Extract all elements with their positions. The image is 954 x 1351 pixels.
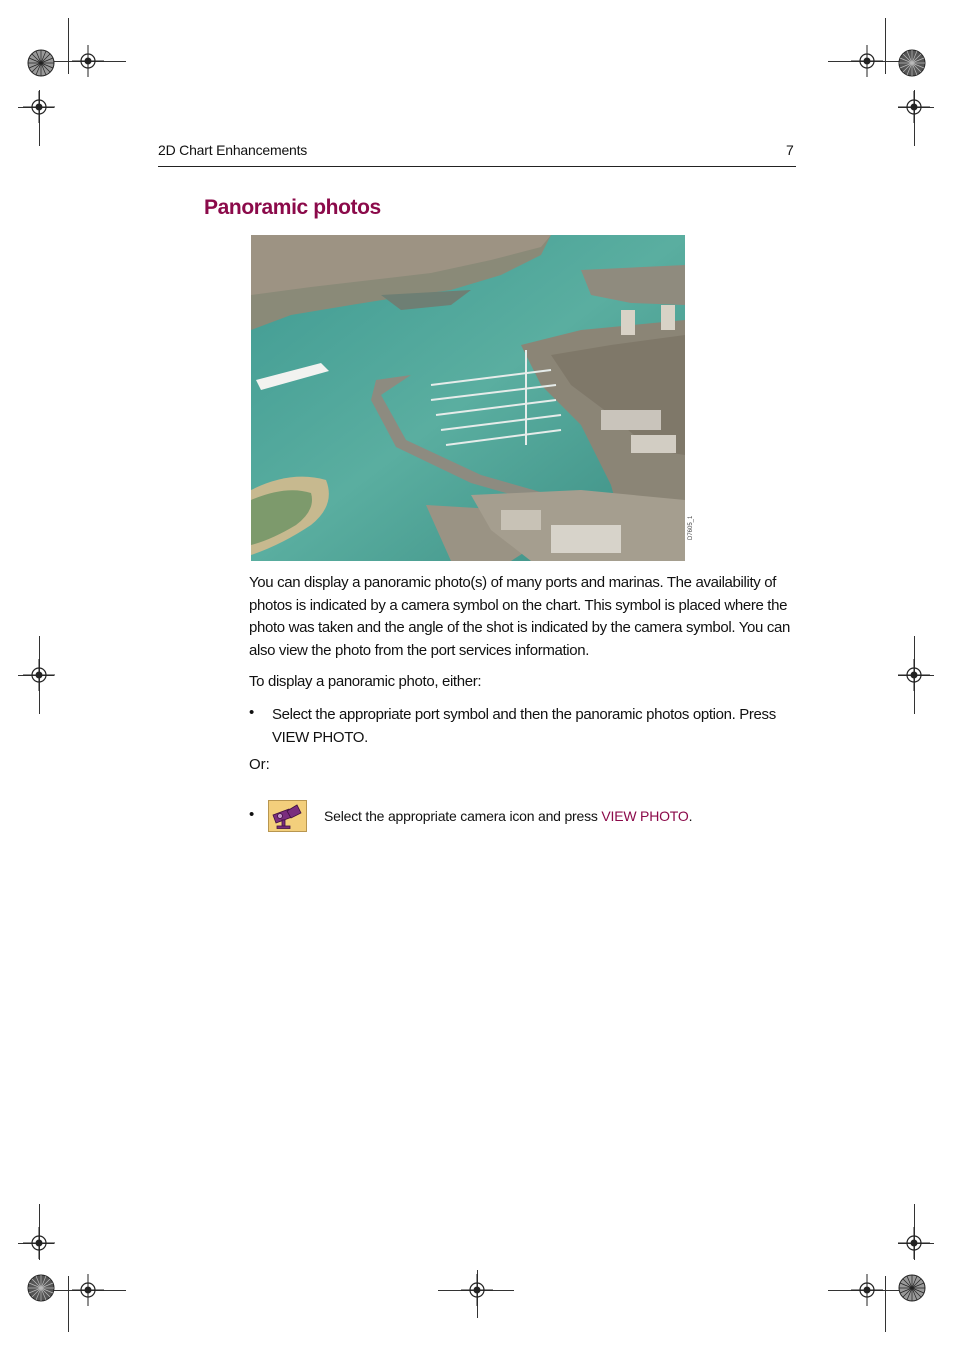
header-rule: [158, 166, 796, 167]
registration-crosshair-icon: [58, 1260, 118, 1320]
registration-starburst-icon: [898, 49, 926, 77]
registration-starburst-icon: [27, 1274, 55, 1302]
registration-crosshair-icon: [9, 77, 69, 137]
bullet2-text: Select the appropriate camera icon and press: [324, 808, 602, 824]
lead-in-paragraph: To display a panoramic photo, either:: [249, 673, 482, 690]
page-number: 7: [786, 142, 794, 158]
bullet-mark: •: [249, 806, 255, 823]
bullet-item-port-symbol: Select the appropriate port symbol and then the panoramic photos option. Press VIEW PHOTO.: [272, 706, 776, 746]
running-head: 2D Chart Enhancements: [158, 142, 308, 158]
camera-icon: [268, 800, 307, 832]
registration-starburst-icon: [27, 49, 55, 77]
or-text: Or:: [249, 756, 270, 773]
harbour-photo-image: [251, 235, 685, 561]
bullet-mark: •: [249, 704, 255, 721]
registration-crosshair-icon: [884, 77, 944, 137]
registration-crosshair-icon: [884, 645, 944, 705]
camera-icon-graphic: [269, 801, 306, 831]
bullet-item-camera-icon: [324, 808, 692, 824]
section-title: Panoramic photos: [204, 196, 381, 219]
bullet2-end: .: [688, 808, 693, 824]
figure-code: D7605_1: [688, 515, 694, 540]
registration-starburst-icon: [898, 1274, 926, 1302]
registration-crosshair-icon: [837, 1260, 897, 1320]
registration-crosshair-icon: [447, 1260, 507, 1320]
registration-crosshair-icon: [9, 645, 69, 705]
intro-paragraph: You can display a panoramic photo(s) of many ports and marinas. The availability of photos is indicated by a camera symbol on the chart. This symbol is placed where the photo was taken and the angle of the shot is indicated by the camera symbol. You can also view the photo from the port services information.: [249, 574, 790, 659]
view-photo-key: VIEW PHOTO: [601, 808, 689, 824]
harbour-aerial-photo: [251, 235, 685, 561]
